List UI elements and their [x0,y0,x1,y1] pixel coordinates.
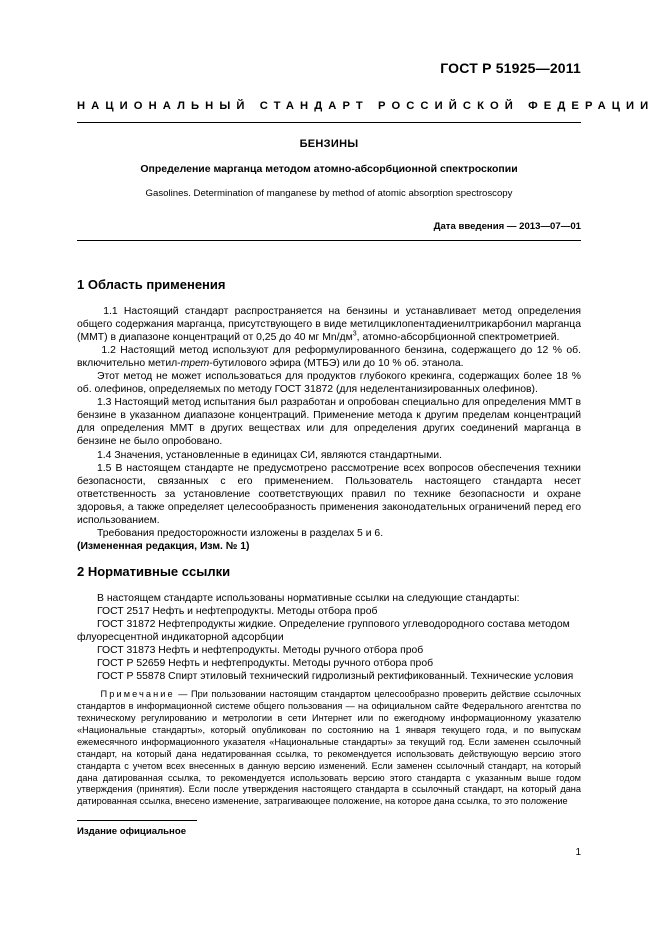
clause-1-1-tail: , атомно-абсорбционной спектрометрией. [356,332,560,344]
reference-item: ГОСТ 31872 Нефтепродукты жидкие. Определение группового углеводородного состава методом флуоресцентной индикаторной адсорбции [77,618,570,644]
english-title: Gasolines. Determination of manganese by method of atomic absorption spectroscopy [145,188,513,199]
clause-1-2-italic: трет [180,358,210,370]
section-2-heading: 2 Нормативные ссылки [77,563,231,579]
clause-1-1 [77,305,581,344]
precautions-note: Требования предосторожности изложены в разделах 5 и 6. [97,527,384,539]
clause-1-1-text: 1.1 Настоящий стандарт распространяется на бензины и устанавливает метод определения общего содержания марганца, присутствующего в виде метилциклопентадиенилтрикарбонил марганца (ММТ) в диапазоне концентраций от 0,25 до 40 мг Mn/дм [77,306,581,344]
header-rule [77,122,581,123]
footer-rule [77,820,197,821]
reference-item: ГОСТ Р 55878 Спирт этиловый технический гидролизный ректификованный. Технические условия [97,671,574,683]
clause-1-5: 1.5 В настоящем стандарте не предусмотрено рассмотрение всех вопросов обеспечения техники безопасности, связанных с его применением. Пользователь настоящего стандарта несет ответственность за установление соответствующих правил по технике безопасности и охране здоровья, а также определяет целесообразность применения законодательных ограничений перед его использованием. [77,462,581,526]
official-edition-label: Издание официальное [77,826,187,837]
reference-item: ГОСТ 31873 Нефть и нефтепродукты. Методы ручного отбора проб [97,645,424,657]
references-intro: В настоящем стандарте использованы нормативные ссылки на следующие стандарты: [97,592,520,604]
document-body [77,264,581,808]
title-rule [77,240,581,241]
document-subtitle: Определение марганца методом атомно-абсорбционной спектроскопии [140,163,518,175]
clause-1-4: 1.4 Значения, установленные в единицах СИ, являются стандартными. [97,449,442,461]
note-text: — При пользовании настоящим стандартом целесообразно проверить действие ссылочных стандартов в информационной системе общего пользования — на официальном сайте Федерального агентства по техническому регулированию и метрологии в сети Интернет или по ежегодному информационному указателю «Национальные стандарты», который опубликован по состоянию на 1 января текущего года, и по выпускам ежемесячного информационного указателя «Национальные стандарты» за текущий год. Если заменен ссылочный стандарт, на который дана недатированная ссылка, то рекомендуется использовать действующую версию этого стандарта с учетом всех внесенных в данную версию изменений. Если заменен ссылочный стандарт, на который дана датированная ссылка, то рекомендуется использовать версию этого стандарта с указанным выше годом утверждения (принятия). Если после утверждения настоящего стандарта в ссылочный стандарт, на который дана датированная ссылка, внесено изменение, затрагивающее положение, на которое дана ссылка, то это положение [77,689,581,807]
clause-1-3: 1.3 Настоящий метод испытания был разработан и опробован специально для определения ММТ в бензине в указанном диапазоне концентраций. Применение метода к другим пределам концентраций для определения ММТ в других веществах или для определения других соединений марганца в бензине не было опробовано. [77,397,581,448]
clause-1-2-text: 1.2 Настоящий метод используют для реформулированного бензина, содержащего до 12 % об. включительно метил- [77,345,581,370]
clause-1-1-superscript: 3 [352,330,357,338]
clause-1-2-limitation: Этот метод не может использоваться для продуктов глубокого крекинга, содержащих более 18 % об. олефинов, определяемых по методу ГОСТ 31872 (для неделентанизированных олефинов). [77,371,581,396]
reference-item: ГОСТ 2517 Нефть и нефтепродукты. Методы отбора проб [97,605,378,617]
introduction-date: Дата введения — 2013—07—01 [433,221,581,232]
page-number: 1 [575,847,581,858]
section-1-heading: 1 Область применения [77,277,226,292]
clause-1-2 [77,344,581,370]
references-note [77,689,581,808]
note-label: Примечание [100,689,175,700]
amendment-note: (Измененная редакция, Изм. № 1) [77,540,250,552]
document-number: ГОСТ Р 51925—2011 [440,60,581,76]
clause-1-2-tail: -бутилового эфира (МТБЭ) или до 10 % об. этанола. [209,358,464,370]
document-title: БЕНЗИНЫ [299,138,359,150]
reference-item: ГОСТ Р 52659 Нефть и нефтепродукты. Методы ручного отбора проб [97,658,434,670]
national-standard-banner: НАЦИОНАЛЬНЫЙ СТАНДАРТ РОССИЙСКОЙ ФЕДЕРАЦИИ [77,100,655,112]
